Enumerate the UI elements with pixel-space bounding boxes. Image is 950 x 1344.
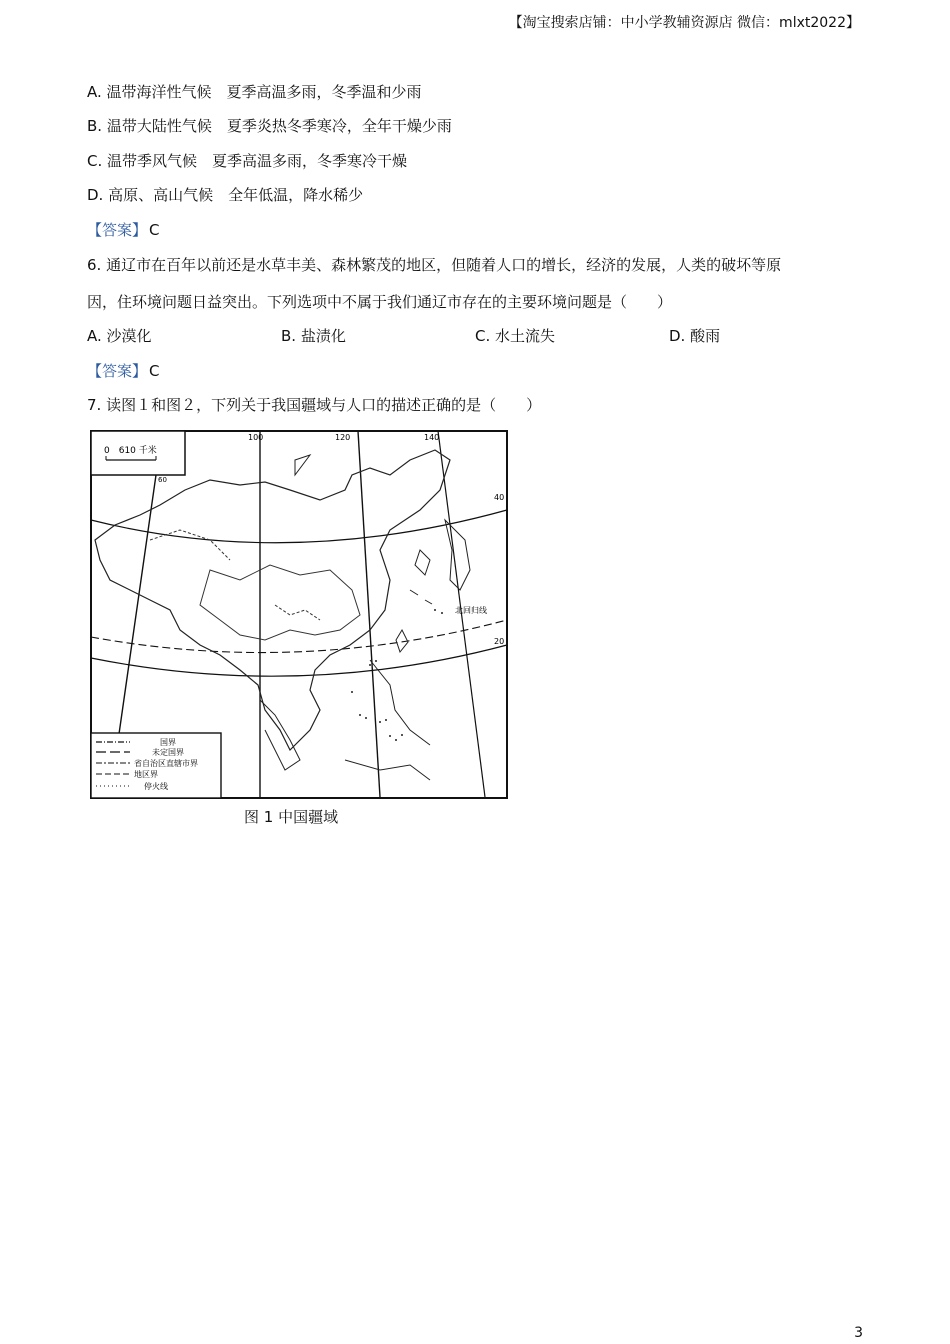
answer-label: 【答案】 (87, 221, 148, 239)
option-label: B. (281, 327, 297, 345)
q5-option-b (87, 115, 452, 136)
q6-option-d (669, 325, 720, 346)
q5-option-d (87, 184, 363, 205)
page-header: 【淘宝搜索店铺：中小学教辅资源店 微信：mlxt2022】 (508, 15, 860, 31)
q6-answer (87, 360, 160, 381)
map-scale-text: 0 610 千米 (104, 446, 157, 456)
q6-option-a (87, 325, 152, 346)
lon-label-100: 100 (248, 433, 264, 442)
option-text: 温带海洋性气候 夏季高温多雨，冬季温和少雨 (106, 83, 422, 101)
option-text: 温带季风气候 夏季高温多雨，冬季寒冷干燥 (107, 152, 408, 170)
option-label: A. (87, 327, 102, 345)
question-text: 读图１和图２，下列关于我国疆域与人口的描述正确的是（ ） (106, 396, 542, 414)
china-territory-map (90, 430, 508, 800)
question-number: 7. (87, 396, 102, 414)
q6-option-c (475, 325, 555, 346)
answer-value: C (149, 362, 160, 380)
option-text: 高原、高山气候 全年低温，降水稀少 (108, 186, 364, 204)
q6-option-b (281, 325, 346, 346)
q6-stem-line1 (87, 254, 781, 275)
q7-stem (87, 394, 541, 415)
q5-option-a (87, 81, 422, 102)
option-label: C. (87, 152, 103, 170)
legend-undetermined-border: 未定国界 (152, 748, 184, 757)
map-graphic (90, 430, 508, 800)
lat-label-40: 40 (494, 493, 505, 502)
legend-ceasefire-line: 停火线 (144, 782, 168, 791)
option-label: C. (475, 327, 491, 345)
corner-label: 60 (158, 476, 167, 484)
option-text: 盐渍化 (300, 327, 346, 345)
option-label: D. (87, 186, 104, 204)
option-label: A. (87, 83, 102, 101)
lon-label-120: 120 (335, 433, 351, 442)
option-text: 沙漠化 (106, 327, 152, 345)
option-label: B. (87, 117, 103, 135)
legend-national-border: 国界 (160, 738, 176, 747)
tropic-label: 北回归线 (455, 606, 487, 615)
lat-label-20: 20 (494, 637, 505, 646)
answer-label: 【答案】 (87, 362, 148, 380)
page-number: 3 (854, 1325, 863, 1341)
legend-regional-border: 地区界 (134, 770, 158, 779)
option-text: 温带大陆性气候 夏季炎热冬季寒冷，全年干燥少雨 (106, 117, 452, 135)
question-text: 通辽市在百年以前还是水草丰美、森林繁茂的地区，但随着人口的增长，经济的发展，人类的破坏等原 (106, 256, 782, 274)
option-label: D. (669, 327, 686, 345)
q5-answer (87, 219, 160, 240)
answer-value: C (149, 221, 160, 239)
option-text: 水土流失 (495, 327, 556, 345)
legend-provincial-border: 省自治区直辖市界 (134, 759, 198, 768)
question-number: 6. (87, 256, 102, 274)
lon-label-140: 140 (424, 433, 440, 442)
q6-stem-line2: 因，住环境问题日益突出。下列选项中不属于我们通辽市存在的主要环境问题是（ ） (87, 293, 673, 311)
option-text: 酸雨 (690, 327, 721, 345)
q5-option-c (87, 150, 407, 171)
figure-caption: 图 1 中国疆域 (244, 808, 339, 826)
